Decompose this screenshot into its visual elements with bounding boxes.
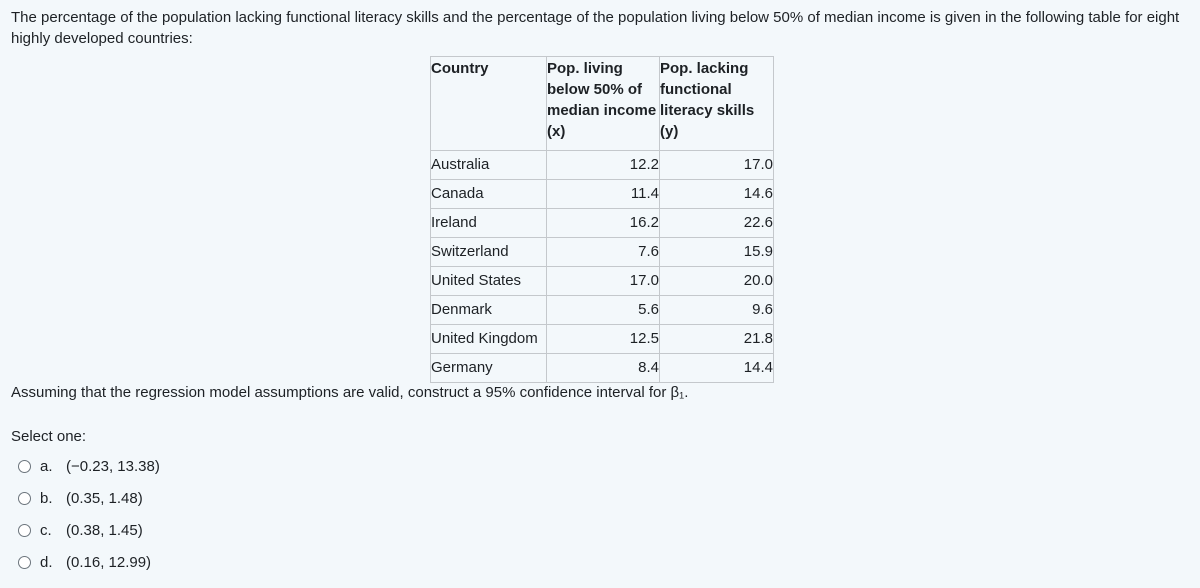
table-row [431, 354, 774, 383]
header-x-line2: below 50% of [547, 81, 643, 98]
cell-x: 12.5 [547, 325, 660, 354]
header-y-line1: Pop. lacking [660, 60, 749, 77]
cell-y: 14.4 [660, 354, 774, 383]
table-row [431, 296, 774, 325]
cell-country: Denmark [431, 296, 547, 325]
cell-x: 16.2 [547, 209, 660, 238]
header-x-line4: (x) [547, 123, 566, 140]
header-x-line3: median income [547, 102, 657, 119]
table-row [431, 180, 774, 209]
option-letter: b. [40, 489, 53, 507]
cell-x: 17.0 [547, 267, 660, 296]
cell-x: 12.2 [547, 151, 660, 180]
cell-y: 22.6 [660, 209, 774, 238]
select-one-label: Select one: [11, 428, 87, 445]
header-country-label: Country [431, 60, 489, 77]
answer-option-b[interactable] [18, 482, 160, 514]
cell-y: 9.6 [660, 296, 774, 325]
cell-country: United Kingdom [431, 325, 547, 354]
data-table [430, 56, 774, 383]
cell-y: 14.6 [660, 180, 774, 209]
header-y-line2: functional [660, 81, 732, 98]
option-text: (0.16, 12.99) [66, 553, 152, 571]
answer-options [18, 450, 160, 578]
answer-option-a[interactable] [18, 450, 160, 482]
option-letter: c. [40, 521, 52, 539]
question-intro: The percentage of the population lacking functional literacy skills and the percentage of the population living below 50% of median income is given in the following table for eight highly developed countries: [11, 9, 1180, 47]
cell-x: 7.6 [547, 238, 660, 267]
radio-button[interactable] [18, 492, 31, 505]
cell-y: 17.0 [660, 151, 774, 180]
header-y-line3: literacy skills [660, 102, 755, 119]
header-x-line1: Pop. living [547, 60, 623, 77]
table-row [431, 267, 774, 296]
cell-x: 5.6 [547, 296, 660, 325]
cell-country: Canada [431, 180, 547, 209]
option-letter: a. [40, 457, 53, 475]
cell-y: 21.8 [660, 325, 774, 354]
cell-country: Ireland [431, 209, 547, 238]
header-y [660, 57, 774, 151]
table-row [431, 151, 774, 180]
answer-option-d[interactable] [18, 546, 160, 578]
option-text: (−0.23, 13.38) [66, 457, 160, 475]
question-assumption: Assuming that the regression model assumptions are valid, construct a 95% confidence interval for β₁. [11, 384, 689, 401]
radio-button[interactable] [18, 556, 31, 569]
cell-y: 20.0 [660, 267, 774, 296]
table-row [431, 325, 774, 354]
cell-y: 15.9 [660, 238, 774, 267]
cell-country: Switzerland [431, 238, 547, 267]
cell-country: United States [431, 267, 547, 296]
header-y-line4: (y) [660, 123, 679, 140]
option-text: (0.35, 1.48) [66, 489, 143, 507]
cell-x: 11.4 [547, 180, 660, 209]
option-text: (0.38, 1.45) [66, 521, 143, 539]
header-country [431, 57, 547, 151]
option-letter: d. [40, 553, 53, 571]
table-row [431, 209, 774, 238]
cell-country: Australia [431, 151, 547, 180]
table-header-row [431, 57, 774, 151]
radio-button[interactable] [18, 524, 31, 537]
cell-x: 8.4 [547, 354, 660, 383]
header-x [547, 57, 660, 151]
radio-button[interactable] [18, 460, 31, 473]
cell-country: Germany [431, 354, 547, 383]
table-row [431, 238, 774, 267]
answer-option-c[interactable] [18, 514, 160, 546]
